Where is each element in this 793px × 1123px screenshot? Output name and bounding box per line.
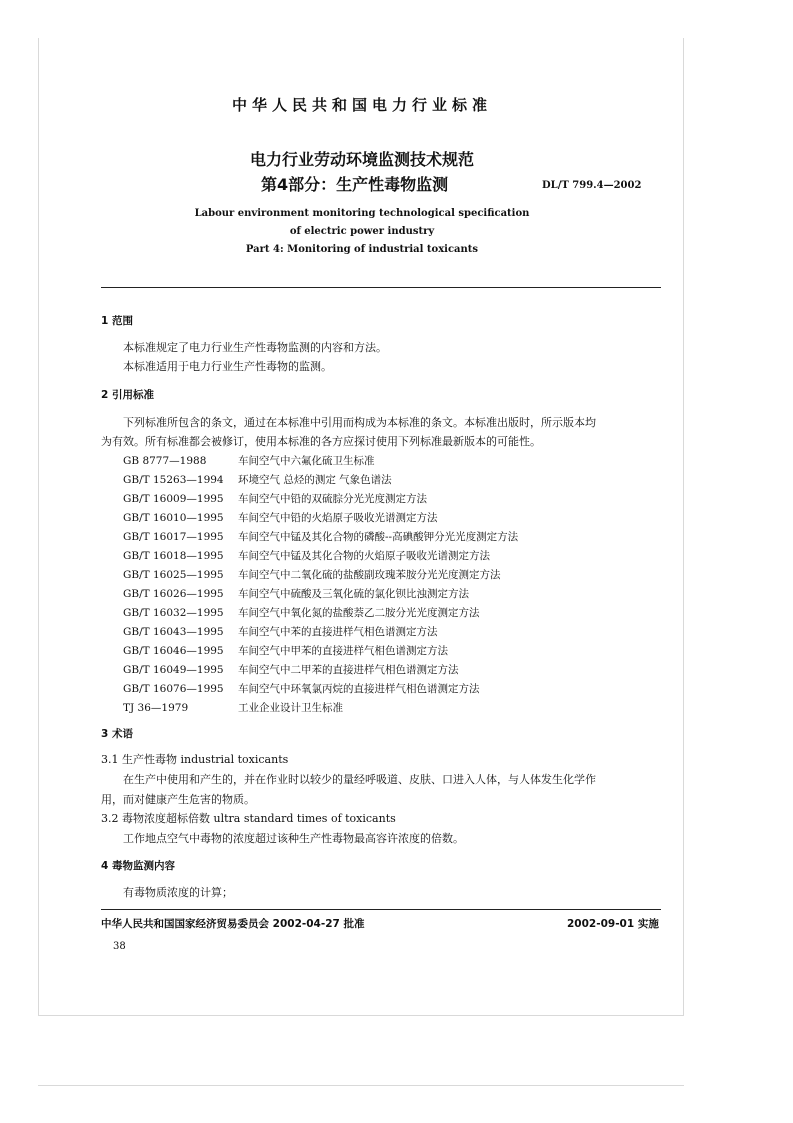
section-2-heading: 2 引用标准 — [101, 389, 154, 401]
reference-code: GB/T 16032—1995 — [123, 607, 224, 619]
reference-item — [123, 529, 518, 544]
reference-title: 车间空气中氧化氮的盐酸萘乙二胺分光光度测定方法 — [238, 607, 480, 619]
reference-code: GB/T 16025—1995 — [123, 569, 224, 581]
reference-title: 车间空气中六氟化硫卫生标准 — [238, 455, 375, 467]
reference-item — [123, 586, 469, 601]
section-2-intro-line1: 下列标准所包含的条文，通过在本标准中引用而构成为本标准的条文。本标准出版时，所示版本均 — [123, 416, 596, 429]
issuing-org: 中华人民共和国电力行业标准 — [231, 96, 492, 114]
footer-issuer: 中华人民共和国国家经济贸易委员会 2002-04-27 批准 — [101, 918, 365, 930]
reference-title: 车间空气中锰及其化合物的火焰原子吸收光谱测定方法 — [238, 550, 490, 562]
reference-code: GB/T 16043—1995 — [123, 626, 224, 638]
next-page-edge — [38, 1085, 684, 1086]
reference-title: 车间空气中铅的火焰原子吸收光谱测定方法 — [238, 512, 438, 524]
section-4-line: 有毒物质浓度的计算； — [123, 886, 233, 899]
reference-title: 工业企业设计卫生标准 — [238, 702, 343, 714]
reference-item — [123, 624, 438, 639]
reference-code: GB/T 16018—1995 — [123, 550, 224, 562]
doc-number: DL/T 799.4—2002 — [542, 180, 642, 191]
term-3-1-text-line2: 用，而对健康产生危害的物质。 — [101, 793, 255, 806]
document-page — [38, 38, 684, 1016]
section-1-line2: 本标准适用于电力行业生产性毒物的监测。 — [123, 360, 332, 373]
reference-code: GB 8777—1988 — [123, 455, 207, 467]
section-3-heading: 3 术语 — [101, 728, 133, 740]
reference-title: 车间空气中铅的双硫腙分光光度测定方法 — [238, 493, 427, 505]
reference-code: GB/T 16026—1995 — [123, 588, 224, 600]
section-4-heading: 4 毒物监测内容 — [101, 860, 175, 872]
reference-title: 车间空气中硫酸及三氧化硫的氯化钡比浊测定方法 — [238, 588, 469, 600]
doc-title-line1: 电力行业劳动环境监测技术规范 — [249, 150, 474, 169]
reference-title: 车间空气中苯的直接进样气相色谱测定方法 — [238, 626, 438, 638]
reference-title: 车间空气中环氧氯丙烷的直接进样气相色谱测定方法 — [238, 683, 480, 695]
footer-divider — [101, 909, 661, 910]
reference-code: GB/T 15263—1994 — [123, 474, 224, 486]
footer-effective-date: 2002-09-01 实施 — [567, 918, 659, 930]
reference-item — [123, 472, 392, 487]
reference-code: GB/T 16009—1995 — [123, 493, 224, 505]
section-1-line1: 本标准规定了电力行业生产性毒物监测的内容和方法。 — [123, 341, 387, 354]
reference-title: 环境空气 总烃的测定 气象色谱法 — [238, 474, 392, 486]
term-3-2-text: 工作地点空气中毒物的浓度超过该种生产性毒物最高容许浓度的倍数。 — [123, 832, 464, 845]
reference-code: GB/T 16010—1995 — [123, 512, 224, 524]
reference-item — [123, 643, 448, 658]
reference-item — [123, 510, 438, 525]
reference-code: GB/T 16046—1995 — [123, 645, 224, 657]
term-3-2-label: 3.2 毒物浓度超标倍数 ultra standard times of toxicants — [101, 812, 396, 825]
reference-item — [123, 567, 501, 582]
reference-code: GB/T 16076—1995 — [123, 683, 224, 695]
reference-title: 车间空气中锰及其化合物的磷酸--高碘酸钾分光光度测定方法 — [238, 531, 519, 543]
reference-code: GB/T 16049—1995 — [123, 664, 224, 676]
section-2-intro-line2: 为有效。所有标准都会被修订，使用本标准的各方应探讨使用下列标准最新版本的可能性。 — [101, 435, 541, 448]
reference-title: 车间空气中甲苯的直接进样气相色谱测定方法 — [238, 645, 448, 657]
reference-item — [123, 681, 480, 696]
reference-item — [123, 662, 459, 677]
reference-title: 车间空气中二甲苯的直接进样气相色谱测定方法 — [238, 664, 459, 676]
section-1-heading: 1 范围 — [101, 315, 133, 327]
reference-item — [123, 453, 375, 468]
reference-item — [123, 605, 480, 620]
reference-item — [123, 491, 427, 506]
reference-item — [123, 700, 343, 715]
english-title-line2: of electric power industry — [289, 226, 435, 237]
english-title-line3: Part 4: Monitoring of industrial toxicants — [245, 244, 479, 255]
reference-item — [123, 548, 490, 563]
term-3-1-label: 3.1 生产性毒物 industrial toxicants — [101, 753, 289, 766]
doc-title-line2: 第4部分：生产性毒物监测 — [261, 175, 449, 194]
term-3-1-text-line1: 在生产中使用和产生的，并在作业时以较少的量经呼吸道、皮肤、口进入人体，与人体发生化学作 — [123, 773, 596, 786]
english-title-line1: Labour environment monitoring technological specification — [194, 208, 530, 219]
title-divider — [101, 287, 661, 288]
page-number: 38 — [113, 941, 126, 952]
reference-code: TJ 36—1979 — [123, 702, 189, 714]
reference-code: GB/T 16017—1995 — [123, 531, 224, 543]
reference-title: 车间空气中二氧化硫的盐酸副玫瑰苯胺分光光度测定方法 — [238, 569, 501, 581]
